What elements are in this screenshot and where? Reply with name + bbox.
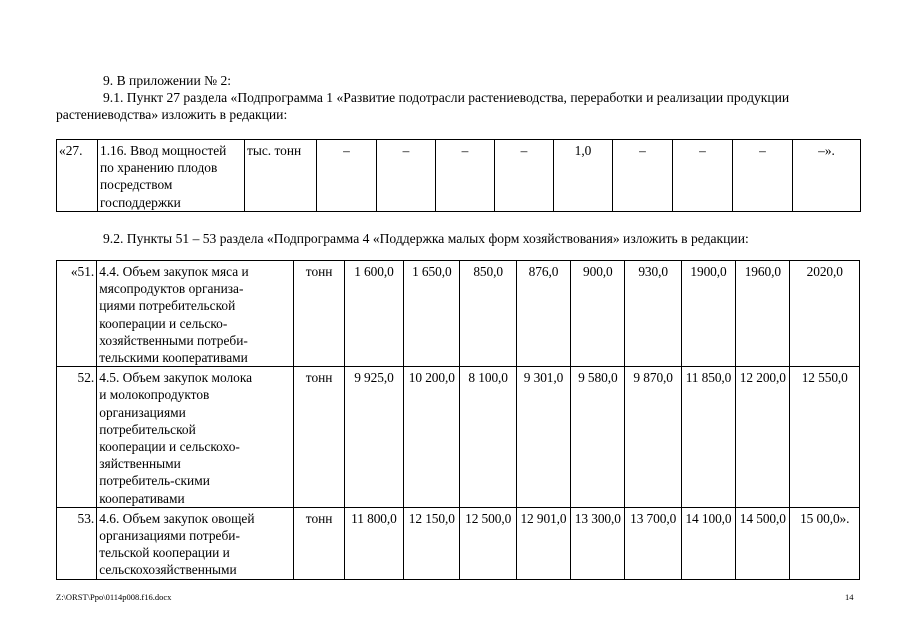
indicator-name-line: господдержки bbox=[100, 194, 181, 210]
row-number: «27. bbox=[57, 140, 98, 212]
indicator-name-line: хозяйственными потреби- bbox=[99, 332, 248, 348]
table-row bbox=[57, 507, 860, 579]
indicator-name-line: и молокопродуктов bbox=[99, 387, 210, 403]
value-cell: 8 100,0 bbox=[460, 367, 516, 508]
value-cell: – bbox=[733, 140, 793, 212]
item-9-1-line-1: 9.1. Пункт 27 раздела «Подпрограмма 1 «Развитие подотрасли растениеводства, переработки и реализации продукции bbox=[103, 90, 790, 105]
indicator-name-line: 1.16. Ввод мощностей bbox=[100, 143, 227, 158]
page-number: 14 bbox=[845, 592, 854, 602]
value-cell: 14 100,0 bbox=[681, 507, 735, 579]
indicator-name-line: потребитель-скими bbox=[99, 473, 210, 489]
value-cell: 9 925,0 bbox=[344, 367, 403, 508]
indicator-name bbox=[97, 507, 294, 579]
value-cell: 12 200,0 bbox=[736, 367, 790, 508]
indicator-name-line: кооперации и сельскохо- bbox=[99, 439, 240, 455]
row-number: «51. bbox=[57, 261, 97, 367]
indicator-name-line: зяйственными bbox=[99, 456, 181, 472]
indicator-name-line: тельской кооперации и bbox=[99, 545, 230, 561]
table-1 bbox=[56, 139, 861, 212]
indicator-name-line: 4.5. Объем закупок молока bbox=[99, 370, 253, 386]
value-cell: – bbox=[613, 140, 673, 212]
indicator-name bbox=[97, 261, 294, 367]
value-cell: 12 150,0 bbox=[404, 507, 460, 579]
table-2 bbox=[56, 260, 860, 580]
value-cell: 12 500,0 bbox=[460, 507, 516, 579]
indicator-name-line: организациями bbox=[99, 404, 186, 420]
value-cell: 9 301,0 bbox=[516, 367, 570, 508]
indicator-name-line: кооперативами bbox=[99, 490, 185, 506]
value-cell: – bbox=[317, 140, 377, 212]
indicator-name-line: посредством bbox=[100, 177, 173, 193]
value-cell: 876,0 bbox=[516, 261, 570, 367]
value-cell: 15 00,0». bbox=[790, 507, 860, 579]
value-cell: 930,0 bbox=[625, 261, 681, 367]
value-cell: 1 600,0 bbox=[344, 261, 403, 367]
indicator-name bbox=[97, 367, 294, 508]
indicator-name bbox=[98, 140, 245, 212]
value-cell: – bbox=[673, 140, 733, 212]
value-cell: 11 800,0 bbox=[344, 507, 403, 579]
value-cell: 1 650,0 bbox=[404, 261, 460, 367]
value-cell: 900,0 bbox=[571, 261, 625, 367]
item-9-1-line-2: растениеводства» изложить в редакции: bbox=[56, 107, 288, 122]
indicator-name-line: тельскими кооперативами bbox=[99, 350, 248, 366]
value-cell: 13 300,0 bbox=[571, 507, 625, 579]
indicator-name-line: кооперации и сельско- bbox=[99, 315, 228, 331]
indicator-name-line: сельскохозяйственными bbox=[99, 562, 237, 578]
indicator-name-line: по хранению плодов bbox=[100, 160, 218, 176]
value-cell: 9 580,0 bbox=[571, 367, 625, 508]
value-cell: 850,0 bbox=[460, 261, 516, 367]
value-cell: – bbox=[436, 140, 495, 212]
value-cell: 10 200,0 bbox=[404, 367, 460, 508]
value-cell: 11 850,0 bbox=[681, 367, 735, 508]
value-cell: 12 901,0 bbox=[516, 507, 570, 579]
indicator-name-line: 4.6. Объем закупок овощей bbox=[99, 510, 255, 526]
value-cell: 1960,0 bbox=[736, 261, 790, 367]
indicator-name-line: организациями потреби- bbox=[99, 528, 240, 544]
value-cell: 14 500,0 bbox=[736, 507, 790, 579]
item-9-2: 9.2. Пункты 51 – 53 раздела «Подпрограмма 4 «Поддержка малых форм хозяйствования» изложить в редакции: bbox=[103, 231, 749, 246]
value-cell: –». bbox=[793, 140, 861, 212]
row-number: 52. bbox=[57, 367, 97, 508]
value-cell: 1900,0 bbox=[681, 261, 735, 367]
footer-file-path: Z:\ORST\Ppo\0114p008.f16.docx bbox=[56, 592, 172, 602]
value-cell: 12 550,0 bbox=[790, 367, 860, 508]
value-cell: 13 700,0 bbox=[625, 507, 681, 579]
indicator-name-line: потребительской bbox=[99, 421, 196, 437]
row-number: 53. bbox=[57, 507, 97, 579]
table-row bbox=[57, 261, 860, 367]
indicator-name-line: циями потребительской bbox=[99, 298, 236, 314]
value-cell: 9 870,0 bbox=[625, 367, 681, 508]
value-cell: 2020,0 bbox=[790, 261, 860, 367]
value-cell: – bbox=[495, 140, 554, 212]
value-cell: – bbox=[377, 140, 436, 212]
indicator-name-line: 4.4. Объем закупок мяса и bbox=[99, 264, 249, 279]
unit-cell: тонн bbox=[294, 261, 344, 367]
unit-cell: тыс. тонн bbox=[245, 140, 317, 212]
table-row bbox=[57, 140, 861, 212]
table-row bbox=[57, 367, 860, 508]
unit-cell: тонн bbox=[294, 367, 344, 508]
value-cell: 1,0 bbox=[554, 140, 613, 212]
section-heading: 9. В приложении № 2: bbox=[103, 73, 232, 88]
unit-cell: тонн bbox=[294, 507, 344, 579]
indicator-name-line: мясопродуктов организа- bbox=[99, 281, 244, 297]
